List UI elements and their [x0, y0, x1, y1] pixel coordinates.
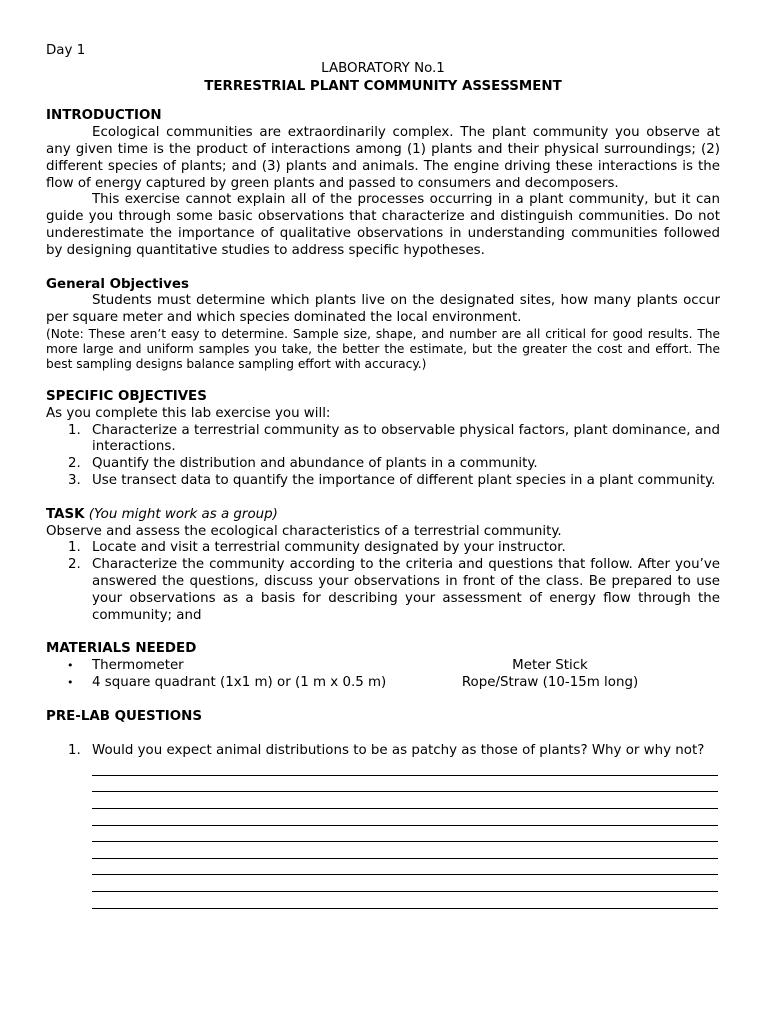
material-item: Thermometer	[92, 658, 184, 674]
list-item-text: Locate and visit a terrestrial community designated by your instructor.	[92, 540, 566, 556]
lab-number: LABORATORY No.1	[321, 60, 445, 76]
answer-line[interactable]	[92, 776, 718, 793]
list-item	[46, 540, 720, 557]
material-item: 4 square quadrant (1x1 m) or (1 m x 0.5 m)	[92, 674, 387, 690]
list-item-number: 1.	[68, 540, 81, 556]
introduction-paragraph-2: This exercise cannot explain all of the processes occurring in a plant community, but it can guide you through some basic observations that characterize and distinguish communities. Do not underestimate the importance of qualitative observations in understanding communities followed by designing quantitative studies to address specific hypotheses.	[46, 192, 720, 258]
introduction-paragraph-1: Ecological communities are extraordinarily complex. The plant community you observe at any given time is the product of interactions among (1) plants and their physical surroundings; (2) different species of plants; and (3) plants and animals. The engine driving these interactions is the flow of energy captured by green plants and passed to consumers and decomposers.	[46, 125, 720, 191]
specific-objectives-heading: SPECIFIC OBJECTIVES	[46, 388, 207, 404]
prelab-heading: PRE-LAB QUESTIONS	[46, 708, 202, 724]
list-item-text: Use transect data to quantify the importance of different plant species in a plant community.	[92, 472, 716, 488]
answer-line[interactable]	[92, 826, 718, 843]
list-item-text: Would you expect animal distributions to be as patchy as those of plants? Why or why not?	[92, 742, 705, 758]
list-item	[46, 557, 720, 624]
specific-objectives-intro: As you complete this lab exercise you will:	[46, 405, 331, 421]
answer-line[interactable]	[92, 875, 718, 892]
list-item	[46, 456, 720, 473]
lab-title: TERRESTRIAL PLANT COMMUNITY ASSESSMENT	[204, 78, 562, 94]
general-objectives-heading: General Objectives	[46, 276, 189, 292]
list-item-number: 2.	[68, 557, 81, 573]
day-label: Day 1	[46, 43, 86, 58]
answer-line[interactable]	[92, 842, 718, 859]
general-objectives-paragraph: Students must determine which plants live on the designated sites, how many plants occur per square meter and which species dominated the local environment.	[46, 293, 720, 326]
answer-line[interactable]	[92, 892, 718, 909]
answer-lines	[46, 759, 720, 908]
document-page	[46, 43, 720, 909]
answer-line[interactable]	[92, 759, 718, 776]
list-item-number: 1.	[68, 742, 81, 758]
list-item-number: 2.	[68, 456, 81, 472]
task-heading: TASK	[46, 506, 85, 522]
list-item-text: Quantify the distribution and abundance of plants in a community.	[92, 456, 538, 472]
list-item	[46, 423, 720, 457]
materials-row	[46, 675, 720, 692]
introduction-heading: INTRODUCTION	[46, 108, 162, 124]
list-item	[46, 473, 720, 490]
answer-line[interactable]	[92, 792, 718, 809]
task-intro: Observe and assess the ecological characteristics of a terrestrial community.	[46, 523, 562, 539]
list-item-number: 3.	[68, 472, 81, 488]
materials-row	[46, 658, 720, 675]
material-item: Rope/Straw (10-15m long)	[461, 674, 639, 690]
bullet-icon: •	[67, 659, 74, 673]
list-item-number: 1.	[68, 422, 81, 438]
specific-objectives-list	[46, 423, 720, 490]
task-heading-line	[46, 507, 720, 524]
answer-line[interactable]	[92, 809, 718, 826]
list-item	[46, 743, 720, 760]
material-item: Meter Stick	[512, 658, 588, 674]
task-list	[46, 540, 720, 624]
answer-line[interactable]	[92, 859, 718, 876]
materials-heading: MATERIALS NEEDED	[46, 641, 197, 657]
task-subheading: (You might work as a group)	[88, 506, 278, 522]
bullet-icon: •	[67, 675, 74, 689]
prelab-list	[46, 743, 720, 760]
general-objectives-note: (Note: These aren’t easy to determine. Sample size, shape, and number are all critical for good results. The more large and uniform samples you take, the better the estimate, but the greater the cost and effort. The best sampling designs balance sampling effort with accuracy.)	[46, 326, 720, 371]
list-item-text: Characterize a terrestrial community as to observable physical factors, plant dominance, and interactions.	[92, 422, 720, 455]
list-item-text: Characterize the community according to the criteria and questions that follow. After you’ve answered the questions, discuss your observations in front of the class. Be prepared to use your observations as a basis for describing your assessment of energy flow through the community; and	[92, 557, 720, 623]
